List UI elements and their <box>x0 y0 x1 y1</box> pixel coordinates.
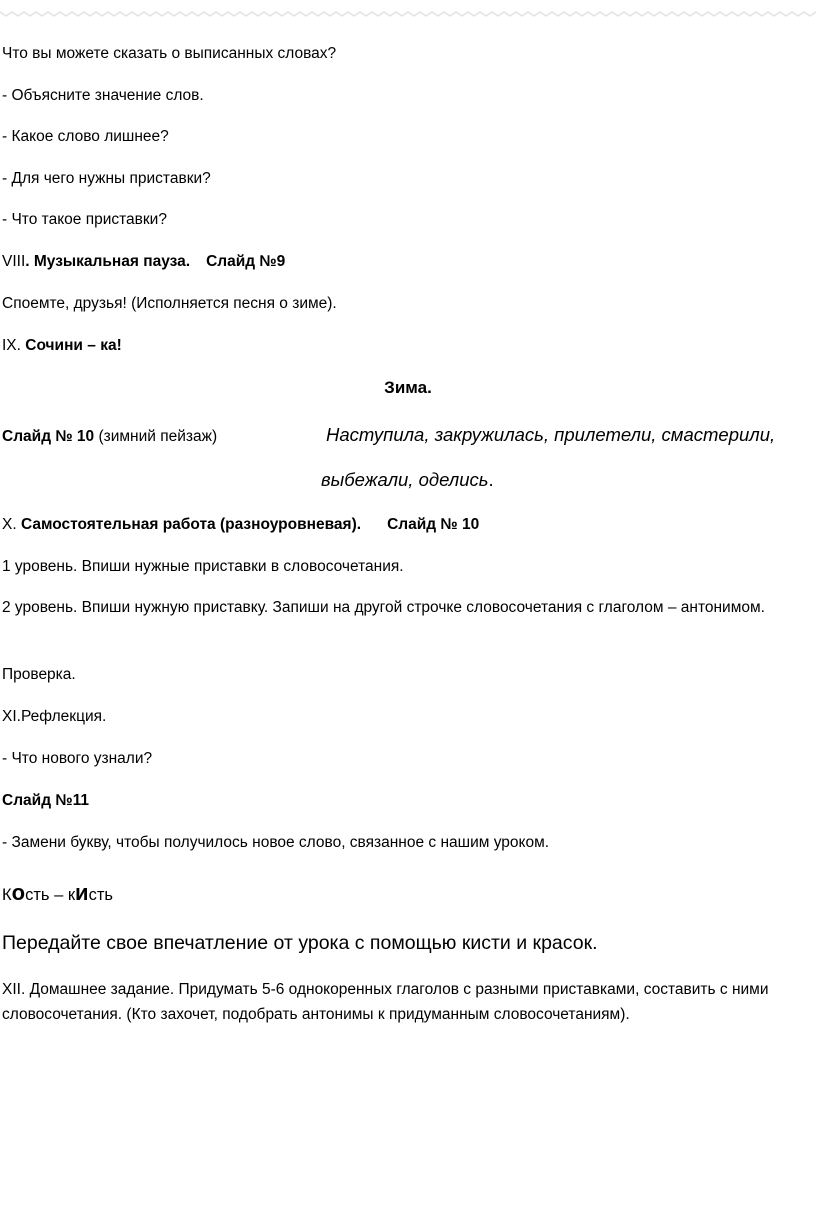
question-4: - Для чего нужны приставки? <box>2 170 211 187</box>
verbs-line-1: Наступила, закружилась, прилетели, смастерили, <box>326 424 776 445</box>
word-pair-rest-2: сть <box>88 886 113 904</box>
section-8-number: VIII <box>2 253 26 270</box>
word-pair <box>2 880 113 905</box>
winter-title: Зима. <box>384 378 432 397</box>
level-2-task: 2 уровень. Впиши нужную приставку. Запиши на другой строчке словосочетания с глаголом – антонимом. <box>2 599 765 616</box>
section-11-heading: XI.Рефлекция. <box>2 708 107 725</box>
section-8-heading <box>2 252 285 272</box>
homework-text: XII. Домашнее задание. Придумать 5-6 однокоренных глаголов с разными приставками, составить с ними словосочетания. (Кто захочет, подобрать антонимы к придуманным словосочетаниям). <box>2 981 769 1023</box>
section-10-title: Самостоятельная работа (разноуровневая). <box>20 516 362 533</box>
section-10-number: X. <box>2 516 21 533</box>
section-10-heading <box>2 515 479 535</box>
section-9-title: Сочини – ка! <box>25 337 122 354</box>
question-2: - Объясните значение слов. <box>2 87 204 104</box>
level-1-task: 1 уровень. Впиши нужные приставки в словосочетания. <box>2 558 404 575</box>
question-3: - Какое слово лишнее? <box>2 128 169 145</box>
question-5: - Что такое приставки? <box>2 211 167 228</box>
section-8-text: Споемте, друзья! (Исполняется песня о зиме). <box>2 295 337 312</box>
slide-10-label: Слайд № 10 <box>2 428 95 445</box>
section-8-title: . Музыкальная пауза. <box>25 253 191 270</box>
question-1: Что вы можете сказать о выписанных словах? <box>2 45 337 62</box>
section-8-slide: Слайд №9 <box>206 253 286 270</box>
torn-page-edge <box>0 0 816 26</box>
slide-10-note: (зимний пейзаж) <box>94 428 218 445</box>
word-pair-rest-1: сть – к <box>25 886 76 904</box>
section-11-question: - Что нового узнали? <box>2 750 153 767</box>
word-pair-i: и <box>75 880 89 905</box>
word-pair-o: о <box>11 880 26 905</box>
slide-10-line <box>2 427 217 447</box>
impression-task: Передайте свое впечатление от урока с помощью кисти и красок. <box>2 932 598 954</box>
section-9-number: IX. <box>2 337 26 354</box>
section-10-slide: Слайд № 10 <box>387 516 480 533</box>
verbs-period: . <box>488 469 494 490</box>
replace-letter-task: - Замени букву, чтобы получилось новое слово, связанное с нашим уроком. <box>2 834 550 851</box>
check-text: Проверка. <box>2 666 76 683</box>
verbs-line-2 <box>321 469 494 491</box>
section-9-heading <box>2 336 122 356</box>
slide-11-label: Слайд №11 <box>2 792 89 809</box>
verbs-list: выбежали, оделись <box>321 469 489 490</box>
word-pair-k: К <box>2 886 12 904</box>
